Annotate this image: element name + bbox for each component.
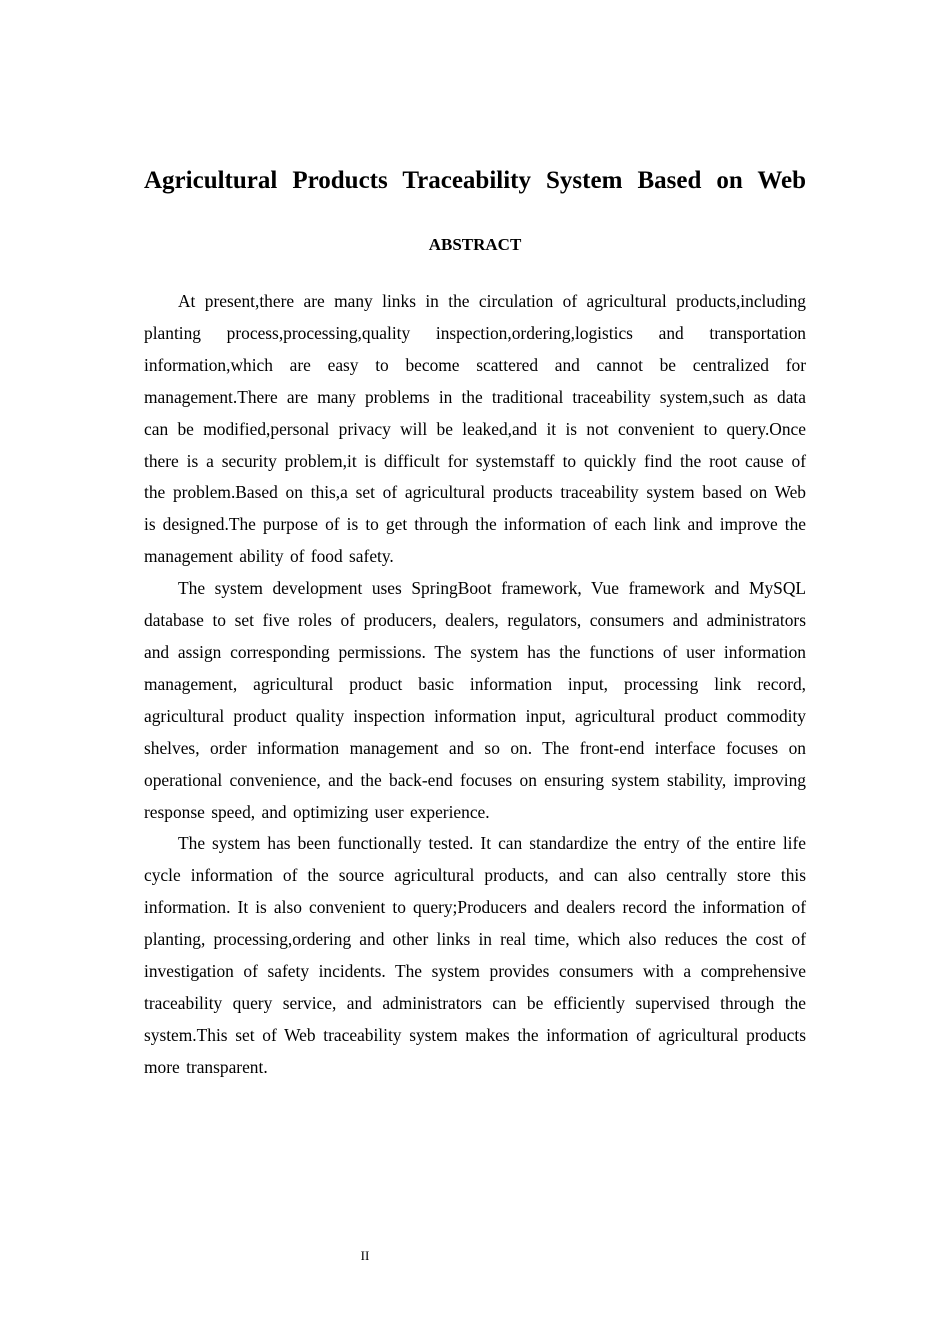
abstract-paragraph-3: The system has been functionally tested. It can standardize the entry of the entire life cycle information of the source agricultural products, and can also centrally store this information. It is also convenient to query;Producers and dealers record the information of planting, processing,ordering and other links in real time, which also reduces the cost of investigation of safety incidents. The system provides consumers with a comprehensive traceability query service, and administrators can be efficiently supervised through the system.This set of Web traceability system makes the information of agricultural products more transparent. (144, 833, 806, 1077)
page-number: II (360, 1248, 370, 1263)
document-title: Agricultural Products Traceability System Based on Web (144, 167, 806, 194)
abstract-paragraph-1: At present,there are many links in the circulation of agricultural products,including planting process,processing,quality inspection,ordering,logistics and transportation information,which are easy to become scattered and cannot be centralized for management.There are many problems in the traditional traceability system,such as data can be modified,personal privacy will be leaked,and it is not convenient to query.Once there is a security problem,it is difficult for systemstaff to quickly find the root cause of the problem.Based on this,a set of agricultural products traceability system based on Web is designed.The purpose of is to get through the information of each link and improve the management ability of food safety. (144, 291, 806, 567)
abstract-body (144, 286, 806, 1084)
abstract-paragraph-2: The system development uses SpringBoot framework, Vue framework and MySQL database to set five roles of producers, dealers, regulators, consumers and administrators and assign corresponding permissions. The system has the functions of user information management, agricultural product basic information input, processing link record, agricultural product quality inspection information input, agricultural product commodity shelves, order information management and so on. The front-end interface focuses on operational convenience, and the back-end focuses on ensuring system stability, improving response speed, and optimizing user experience. (144, 578, 806, 822)
abstract-heading: ABSTRACT (428, 235, 522, 254)
